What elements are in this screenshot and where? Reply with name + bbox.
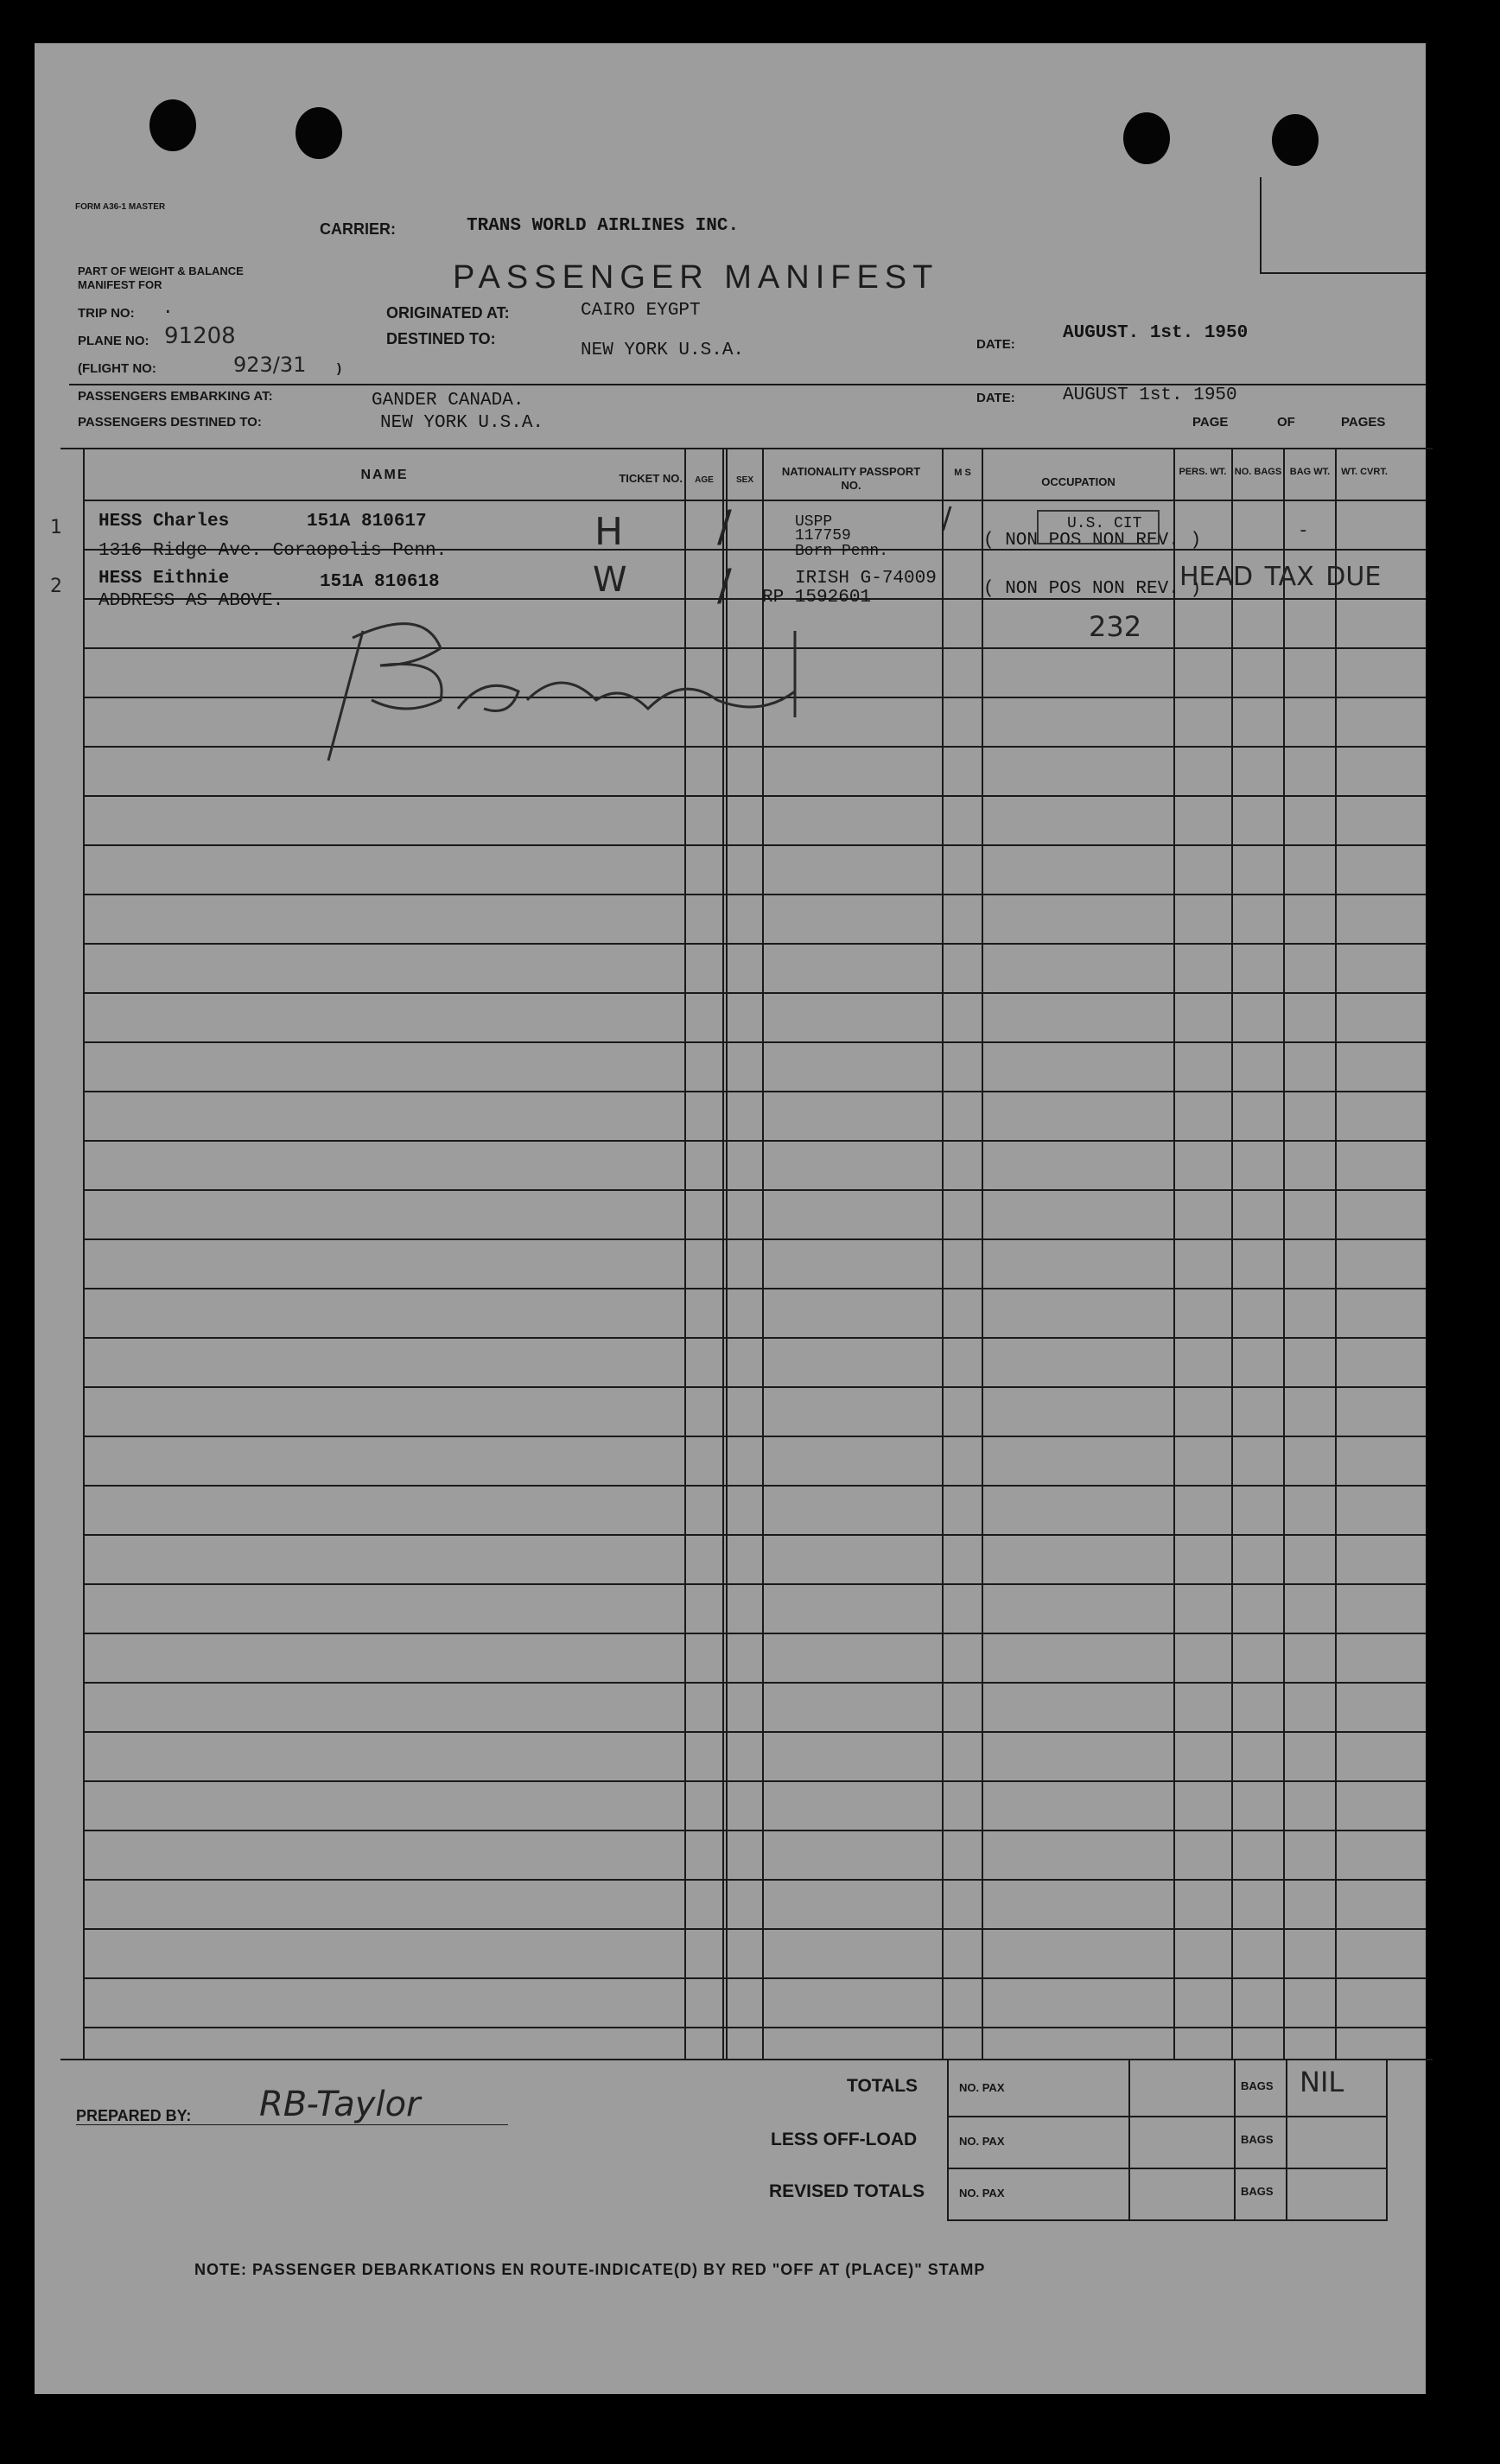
col-line [1173, 448, 1175, 2059]
plane-no-value: 91208 [164, 323, 236, 349]
table-row-line [83, 1091, 1426, 1092]
passenger-address: ADDRESS AS ABOVE. [99, 591, 284, 611]
corner-box-bottom [1260, 272, 1426, 274]
handwritten-number: 232 [1089, 610, 1142, 643]
originated-value: CAIRO EYGPT [581, 301, 701, 321]
table-row-line [83, 1288, 1426, 1289]
revised-totals-label: REVISED TOTALS [769, 2181, 925, 2201]
table-row-line [83, 1682, 1426, 1684]
date-label: DATE: [976, 337, 1015, 352]
table-row-line [83, 2027, 1426, 2028]
prepared-by-underline [76, 2124, 508, 2125]
table-row-line [83, 1731, 1426, 1733]
col-header-name: NAME [360, 468, 409, 482]
passenger-passport: 117759 [795, 527, 851, 544]
col-header-occupation: OCCUPATION [1041, 475, 1115, 488]
totals-grid-line [947, 2059, 1388, 2060]
no-pax-label: NO. PAX [959, 2135, 1005, 2148]
passenger-ticket: 151A 810617 [307, 512, 427, 532]
col-line [942, 448, 944, 2059]
originated-label: ORIGINATED AT: [386, 304, 510, 322]
col-header-no-bags: NO. BAGS [1234, 467, 1282, 477]
passenger-nationality: IRISH G-74009 [795, 569, 937, 589]
table-row-line [83, 1830, 1426, 1831]
part-of-label: PART OF WEIGHT & BALANCE [78, 264, 244, 277]
date2-value: AUGUST 1st. 1950 [1063, 385, 1237, 405]
prepared-by-label: PREPARED BY: [76, 2107, 192, 2124]
dest-label: PASSENGERS DESTINED TO: [78, 415, 262, 430]
table-top [60, 448, 1433, 449]
head-tax-due: HEAD TAX DUE [1179, 562, 1382, 592]
date-value: AUGUST. 1st. 1950 [1063, 323, 1249, 343]
table-row-line [83, 1633, 1426, 1634]
trip-no-value: . [162, 299, 174, 319]
binder-hole [1123, 112, 1170, 164]
table-row-line [83, 1041, 1426, 1043]
table-row-line [83, 1780, 1426, 1782]
col-header-bag-wt: BAG WT. [1289, 467, 1331, 477]
footer-note: NOTE: PASSENGER DEBARKATIONS EN ROUTE-INDICATE(D) BY RED "OFF AT (PLACE)" STAMP [194, 2261, 986, 2278]
binder-hole [1272, 114, 1319, 166]
col-line [1335, 448, 1337, 2059]
passenger-birthplace: Born Penn. [795, 543, 889, 560]
table-row-line [83, 992, 1426, 994]
passenger-name: HESS Eithnie [99, 569, 230, 589]
col-header-nationality: NATIONALITY PASSPORT NO. [781, 465, 921, 492]
col-header-ms: M S [954, 468, 971, 478]
passenger-sex: / [717, 560, 732, 610]
table-row-line [83, 894, 1426, 895]
passenger-occupation: ( NON POS NON REV. ) [983, 531, 1202, 551]
table-row-line [83, 1140, 1426, 1142]
bags-label: BAGS [1241, 2133, 1274, 2146]
passenger-nationality: USPP [795, 513, 833, 531]
bags-total-value: NIL [1300, 2066, 1344, 2098]
table-row-line [83, 1436, 1426, 1437]
dest-value: NEW YORK U.S.A. [380, 413, 544, 433]
table-row-line [83, 844, 1426, 846]
col-header-age: AGE [695, 475, 714, 485]
flight-close: ) [337, 361, 341, 376]
signature [311, 596, 933, 769]
table-row-line [83, 1583, 1426, 1585]
table-row-line [83, 1534, 1426, 1536]
flight-no-label: (FLIGHT NO: [78, 361, 156, 376]
page-title: PASSENGER MANIFEST [453, 259, 939, 296]
totals-grid-line [1128, 2059, 1130, 2221]
carrier-value: TRANS WORLD AIRLINES INC. [467, 216, 740, 236]
table-row-line [83, 1485, 1426, 1487]
bags-label: BAGS [1241, 2079, 1274, 2092]
row-number: 1 [50, 517, 62, 538]
less-offload-label: LESS OFF-LOAD [771, 2130, 918, 2149]
col-line [1283, 448, 1285, 2059]
table-row-line [83, 1337, 1426, 1339]
passenger-passport: RP 1592601 [762, 588, 872, 608]
manifest-for-label: MANIFEST FOR [78, 278, 162, 291]
table-row-line [83, 1189, 1426, 1191]
totals-grid-line [947, 2059, 949, 2221]
col-header-ticket: TICKET NO. [619, 472, 683, 485]
totals-grid-line [1386, 2059, 1388, 2221]
table-row-line [83, 943, 1426, 945]
of-label: OF [1277, 415, 1295, 430]
totals-grid-line [1286, 2059, 1287, 2221]
totals-grid-line [947, 2168, 1388, 2169]
col-header-wt-cvrt: WT. CVRT. [1341, 467, 1388, 477]
carrier-label: CARRIER: [320, 220, 396, 238]
citizenship-stamp-text: U.S. CIT [1067, 515, 1142, 532]
passenger-occupation: ( NON POS NON REV. ) [983, 579, 1202, 599]
passenger-address: 1316 Ridge Ave. Coraopolis Penn. [99, 541, 448, 561]
trip-no-label: TRIP NO: [78, 306, 135, 321]
form-id: FORM A36-1 MASTER [75, 202, 166, 212]
passenger-name: HESS Charles [99, 512, 230, 532]
page-label: PAGE [1192, 415, 1229, 430]
no-pax-label: NO. PAX [959, 2187, 1005, 2200]
table-row-line [83, 500, 1426, 501]
bags-label: BAGS [1241, 2185, 1274, 2198]
flight-no-value: 923/31 [233, 353, 307, 377]
date2-label: DATE: [976, 391, 1015, 405]
passenger-ms-mark: / [942, 501, 952, 536]
col-line [1231, 448, 1233, 2059]
pages-label: PAGES [1341, 415, 1386, 430]
col-header-sex: SEX [735, 475, 753, 485]
col-header-pers-wt: PERS. WT. [1179, 467, 1227, 477]
table-row-line [83, 795, 1426, 797]
passenger-sex: / [717, 501, 732, 551]
totals-label: TOTALS [847, 2076, 918, 2096]
totals-grid-line [947, 2116, 1388, 2117]
col-line [83, 448, 85, 2059]
prepared-by-value: RB-Taylor [259, 2085, 421, 2124]
plane-no-label: PLANE NO: [78, 334, 149, 348]
binder-hole [149, 99, 196, 151]
passenger-age: W [593, 560, 627, 600]
manifest-sheet [35, 43, 1426, 2394]
table-row-line [83, 1238, 1426, 1240]
destined-value: NEW YORK U.S.A. [581, 341, 745, 360]
embarking-label: PASSENGERS EMBARKING AT: [78, 389, 273, 404]
embarking-value: GANDER CANADA. [372, 391, 524, 411]
totals-grid-line [1234, 2059, 1236, 2221]
table-row-line [83, 1977, 1426, 1979]
table-row-line [83, 1928, 1426, 1930]
row-number: 2 [50, 576, 62, 597]
table-row-line [83, 1386, 1426, 1388]
passenger-bag-wt: - [1298, 522, 1309, 542]
col-line [982, 448, 983, 2059]
destined-label: DESTINED TO: [386, 330, 496, 347]
passenger-ticket: 151A 810618 [320, 572, 440, 592]
table-row-line [83, 1879, 1426, 1881]
no-pax-label: NO. PAX [959, 2081, 1005, 2094]
binder-hole [296, 107, 342, 159]
corner-box-left [1260, 177, 1262, 272]
totals-grid-line [947, 2219, 1388, 2221]
passenger-age: H [594, 510, 624, 554]
